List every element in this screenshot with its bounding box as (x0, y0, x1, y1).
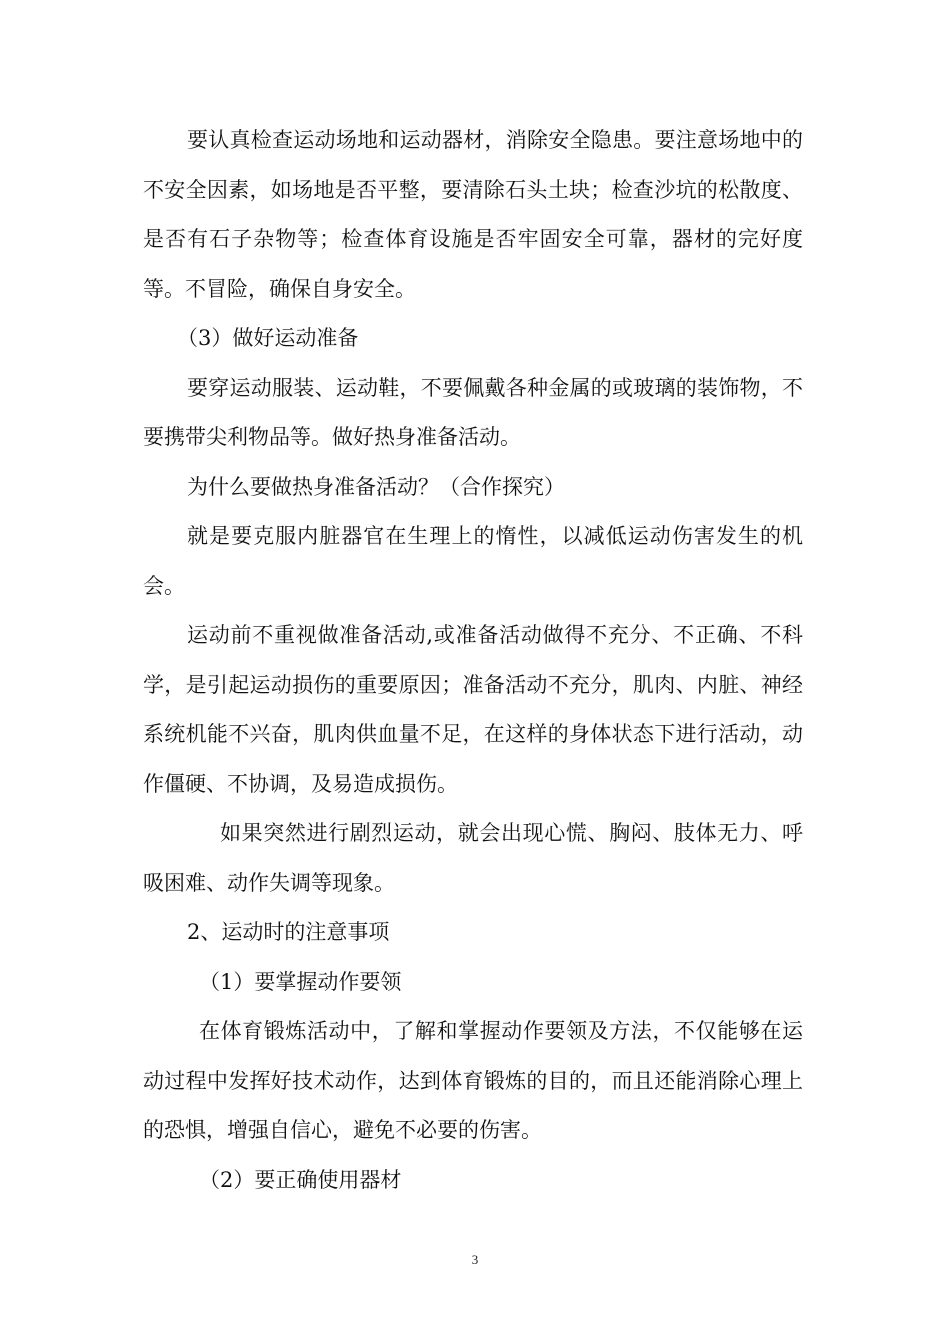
body-text (143, 116, 803, 1205)
heading-precautions: 2、运动时的注意事项 (187, 920, 390, 944)
heading-master-technique: （1）要掌握动作要领 (199, 969, 402, 994)
paragraph-why-warmup: 为什么要做热身准备活动？（合作探究） (187, 474, 565, 499)
paragraph-sudden-exercise: 如果突然进行剧烈运动，就会出现心慌、胸闷、肢体无力、呼吸困难、动作失调等现象。 (143, 821, 803, 895)
page-number: 3 (471, 1252, 479, 1267)
heading-prepare-exercise: （3）做好运动准备 (177, 326, 359, 350)
paragraph-technique: 在体育锻炼活动中，了解和掌握动作要领及方法，不仅能够在运动过程中发挥好技术动作，达到体育锻炼的目的，而且还能消除心理上的恐惧，增强自信心，避免不必要的伤害。 (143, 1019, 803, 1142)
paragraph-check-venue: 要认真检查运动场地和运动器材，消除安全隐患。要注意场地中的不安全因素，如场地是否平整，要清除石头土块；检查沙坑的松散度、是否有石子杂物等；检查体育设施是否牢固安全可靠，器材的完好度等。不冒险，确保自身安全。 (143, 128, 803, 301)
paragraph-injury-causes: 运动前不重视做准备活动,或准备活动做得不充分、不正确、不科学，是引起运动损伤的重要原因；准备活动不充分，肌肉、内脏、神经系统机能不兴奋，肌肉供血量不足，在这样的身体状态下进行活动，动作僵硬、不协调，及易造成损伤。 (143, 623, 803, 796)
paragraph-overcome-inertia: 就是要克服内脏器官在生理上的惰性，以减低运动伤害发生的机会。 (143, 524, 803, 598)
heading-use-equipment: （2）要正确使用器材 (199, 1167, 402, 1192)
paragraph-sportswear: 要穿运动服装、运动鞋，不要佩戴各种金属的或玻璃的装饰物，不要携带尖利物品等。做好热身准备活动。 (143, 375, 803, 449)
